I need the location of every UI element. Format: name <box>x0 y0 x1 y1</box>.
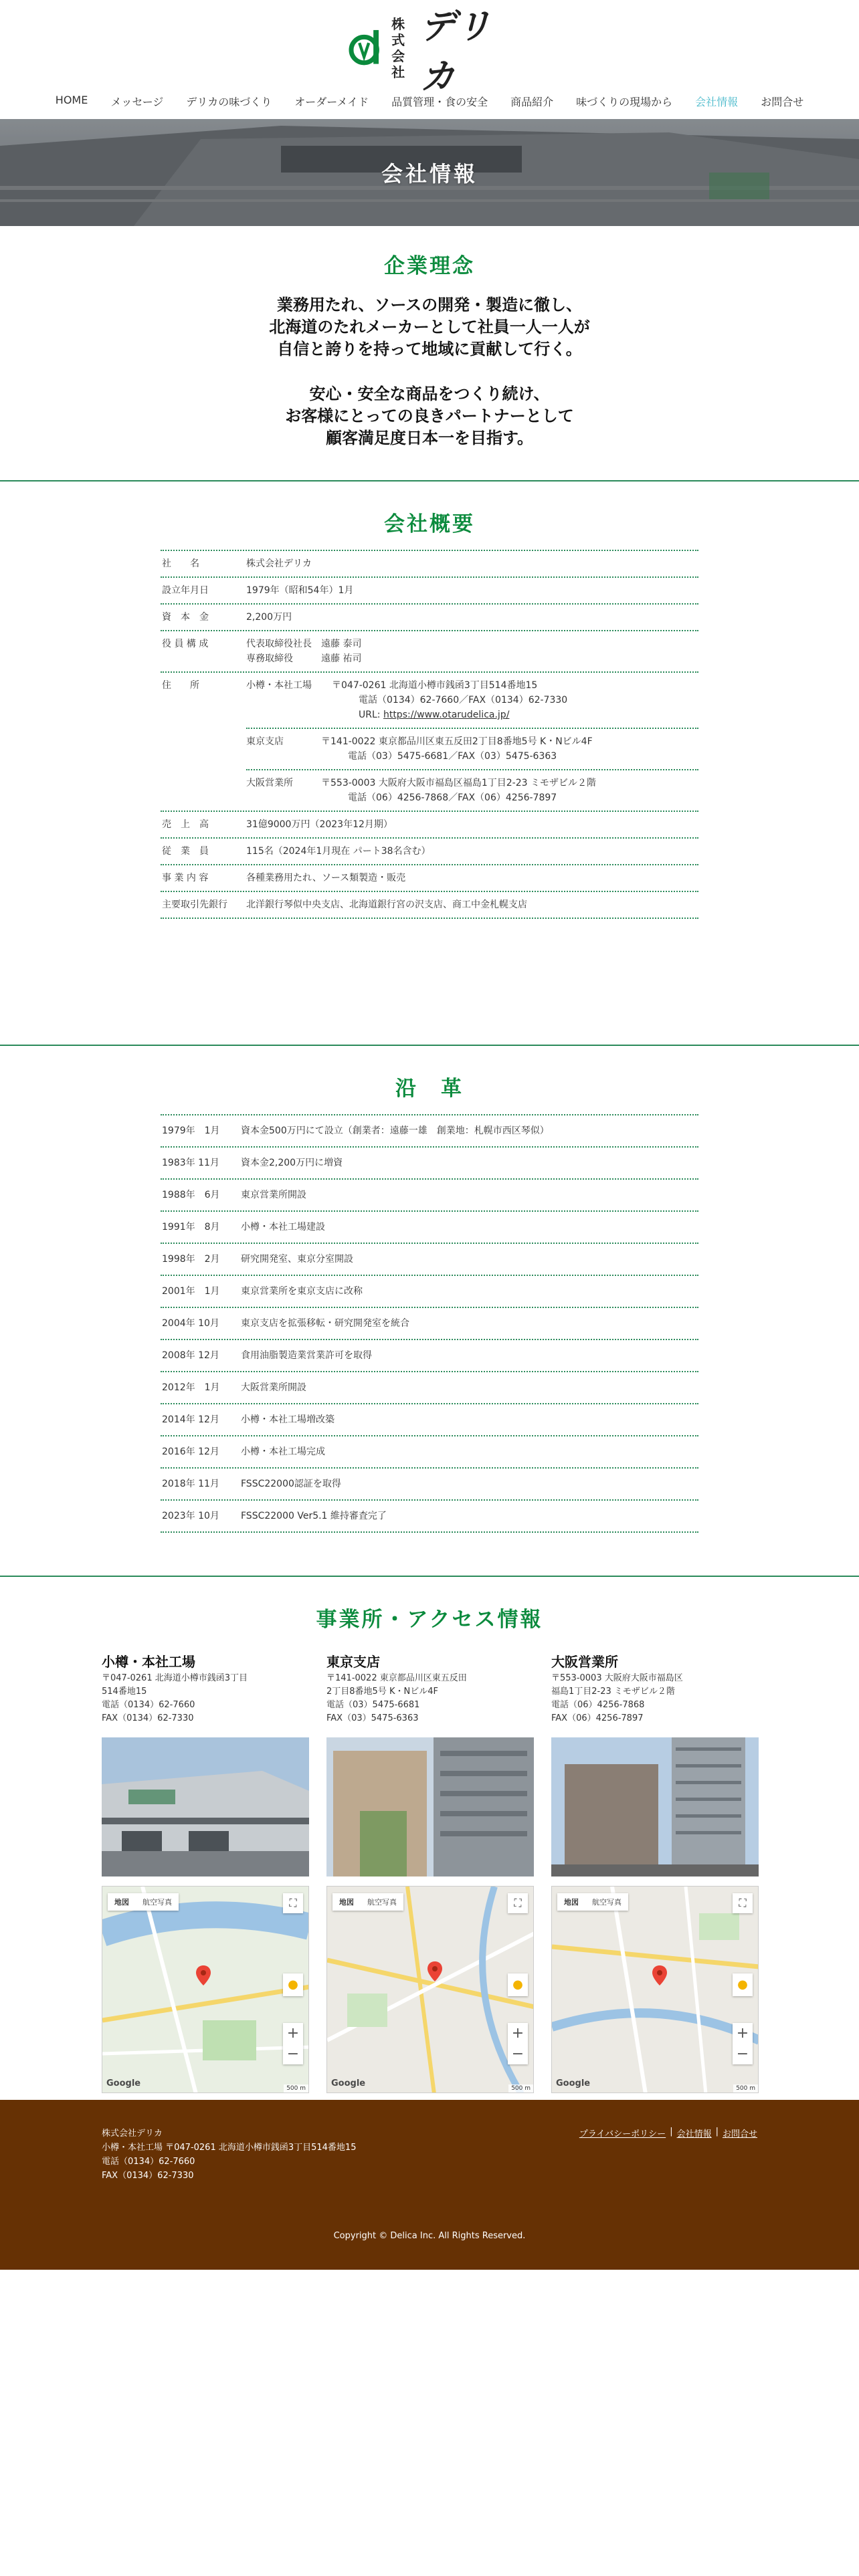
history-row <box>161 1180 698 1212</box>
history-row <box>161 1340 698 1372</box>
office-card <box>326 1653 534 2092</box>
overview-title: 会社概要 <box>384 512 475 536</box>
history-event: FSSC22000 Ver5.1 維持審査完了 <box>241 1511 387 1521</box>
map-scale: 500 m <box>508 2084 533 2092</box>
address-site-lines <box>321 734 593 764</box>
history-row <box>161 1404 698 1436</box>
overview-row <box>161 551 698 578</box>
overview-key: 主要取引先銀行 <box>162 899 227 910</box>
address-site-name: 東京支店 <box>246 736 284 747</box>
overview-key: 役 員 構 成 <box>162 639 209 649</box>
map-tab-map[interactable]: 地図 <box>564 1898 579 1907</box>
history-date: 1983年 11月 <box>162 1158 219 1168</box>
footer-address: 小樽・本社工場 〒047-0261 北海道小樽市銭函3丁目514番地15 <box>102 2143 357 2153</box>
footer-link[interactable]: プライバシーポリシー <box>579 2129 666 2139</box>
office-photo-image <box>326 1737 534 1876</box>
overview-value <box>246 678 698 811</box>
philosophy-line: 北海道のたれメーカーとして社員一人一人が <box>269 318 590 336</box>
office-address-line: 〒047-0261 北海道小樽市銭函3丁目 <box>102 1673 248 1683</box>
philosophy-paragraph-1 <box>0 294 859 360</box>
zoom-out-icon[interactable]: − <box>736 2046 749 2062</box>
hero-banner <box>0 119 859 226</box>
history-date: 2008年 12月 <box>162 1350 219 1361</box>
office-name: 大阪営業所 <box>551 1654 618 1670</box>
history-date: 2001年 1月 <box>162 1286 220 1297</box>
overview-key: 社 名 <box>162 558 199 569</box>
fullscreen-icon[interactable]: ⛶ <box>283 1893 303 1913</box>
history-row <box>161 1308 698 1340</box>
philosophy-paragraph-2 <box>0 383 859 449</box>
map-type-tabs <box>108 1893 179 1911</box>
main-nav <box>0 94 859 109</box>
overview-key: 従 業 員 <box>162 846 209 857</box>
overview-value: 31億9000万円（2023年12月期） <box>246 819 393 830</box>
map-tab-satellite[interactable]: 航空写真 <box>367 1898 397 1907</box>
site-footer <box>0 2100 859 2270</box>
section-divider <box>0 480 859 481</box>
address-line: 電話（0134）62-7660／FAX（0134）62-7330 <box>359 695 568 706</box>
office-address-line: 電話（03）5475-6681 <box>326 1700 420 1710</box>
fullscreen-icon[interactable]: ⛶ <box>508 1893 528 1913</box>
section-divider <box>0 1576 859 1577</box>
map-type-tabs <box>332 1893 403 1911</box>
section-divider <box>0 1045 859 1046</box>
office-address-line: 電話（0134）62-7660 <box>102 1700 195 1710</box>
overview-row <box>161 673 698 812</box>
map-scale: 500 m <box>733 2084 758 2092</box>
access-title: 事業所・アクセス情報 <box>316 1608 543 1632</box>
office-name: 東京支店 <box>326 1654 380 1670</box>
office-address-line: FAX（0134）62-7330 <box>102 1713 194 1723</box>
overview-row <box>161 578 698 605</box>
history-date: 2023年 10月 <box>162 1511 219 1521</box>
overview-value: 北洋銀行琴似中央支店、北海道銀行宮の沢支店、商工中金札幌支店 <box>246 899 527 910</box>
copyright: Copyright © Delica Inc. All Rights Reserved. <box>333 2231 526 2241</box>
history-event: 小樽・本社工場完成 <box>241 1446 325 1457</box>
google-logo: Google <box>556 2078 591 2088</box>
address-url-line <box>332 708 567 722</box>
address-line: 〒047-0261 北海道小樽市銭函3丁目514番地15 <box>332 680 538 691</box>
logo-text <box>391 0 514 98</box>
footer-company: 株式会社デリカ <box>102 2129 163 2139</box>
office-address-line: 福島1丁目2-23 ミモザビル２階 <box>551 1687 675 1697</box>
zoom-control <box>508 2023 528 2064</box>
history-event: 資本金500万円にて設立（創業者：遠藤一雄 創業地：札幌市西区琴似） <box>241 1125 549 1136</box>
map-image <box>552 1887 759 2093</box>
map-tab-map[interactable]: 地図 <box>114 1898 129 1907</box>
pegman-icon[interactable]: ● <box>508 1973 528 1996</box>
history-row <box>161 1276 698 1308</box>
history-row <box>161 1436 698 1469</box>
nav-item[interactable]: メッセージ <box>110 96 164 108</box>
history-event: 小樽・本社工場増改築 <box>241 1414 335 1425</box>
hero-title: 会社情報 <box>381 161 478 187</box>
zoom-control <box>283 2023 303 2064</box>
history-date: 2018年 11月 <box>162 1479 219 1489</box>
map-image <box>102 1887 309 2093</box>
history-date: 1988年 6月 <box>162 1190 220 1200</box>
history-date: 2004年 10月 <box>162 1318 219 1329</box>
nav-item[interactable]: オーダーメイド <box>294 96 369 108</box>
map-pin-icon[interactable] <box>427 1961 442 1981</box>
office-address <box>326 1672 534 1725</box>
address-site-name: 大阪営業所 <box>246 778 293 788</box>
overview-row <box>161 812 698 839</box>
address-line: 電話（06）4256-7868／FAX（06）4256-7897 <box>348 792 557 803</box>
history-row <box>161 1212 698 1244</box>
address-line: 電話（03）5475-6681／FAX（03）5475-6363 <box>348 751 557 762</box>
nav-item[interactable]: 会社情報 <box>695 96 739 108</box>
office-address-line: 〒141-0022 東京都品川区東五反田 <box>326 1673 467 1683</box>
philosophy-line: 自信と誇りを持って地域に貢献して行く。 <box>277 340 582 358</box>
philosophy-line: 顧客満足度日本一を目指す。 <box>325 429 534 447</box>
office-map[interactable] <box>551 1886 759 2093</box>
history-row <box>161 1469 698 1501</box>
history-row <box>161 1372 698 1404</box>
overview-value: 各種業務用たれ、ソース類製造・販売 <box>246 873 406 883</box>
overview-table <box>161 550 698 919</box>
history-event: 資本金2,200万円に増資 <box>241 1158 343 1168</box>
history-date: 1979年 1月 <box>162 1125 220 1136</box>
executive-line: 代表取締役社長 遠藤 泰司 <box>246 639 362 649</box>
office-photo-image <box>102 1737 309 1876</box>
history-event: FSSC22000認証を取得 <box>241 1479 341 1489</box>
overview-value: 2,200万円 <box>246 612 292 623</box>
footer-links <box>579 2127 757 2139</box>
history-event: 小樽・本社工場建設 <box>241 1222 325 1232</box>
history-date: 2014年 12月 <box>162 1414 219 1425</box>
office-address-line: FAX（03）5475-6363 <box>326 1713 419 1723</box>
company-url-link[interactable]: https://www.otarudelica.jp/ <box>383 710 510 720</box>
logo-name: デリカ <box>419 7 492 97</box>
overview-key: 売 上 高 <box>162 819 209 830</box>
office-address-line: 514番地15 <box>102 1687 147 1697</box>
map-pin-icon[interactable] <box>196 1965 211 1985</box>
address-site-name: 小樽・本社工場 <box>246 680 312 691</box>
map-tab-satellite[interactable]: 航空写真 <box>142 1898 172 1907</box>
philosophy-line: お客様にとっての良きパートナーとして <box>285 407 574 425</box>
office-address <box>551 1672 759 1725</box>
zoom-in-icon[interactable]: + <box>511 2025 524 2042</box>
nav-item[interactable]: お問合せ <box>761 96 804 108</box>
history-table <box>161 1114 698 1533</box>
address-site-lines <box>321 776 596 805</box>
zoom-in-icon[interactable]: + <box>286 2025 300 2042</box>
history-date: 2016年 12月 <box>162 1446 219 1457</box>
map-tab-map[interactable]: 地図 <box>339 1898 354 1907</box>
overview-row <box>161 631 698 673</box>
office-map[interactable] <box>102 1886 309 2093</box>
overview-value: 株式会社デリカ <box>246 558 312 569</box>
office-photo-image <box>551 1737 759 1876</box>
address-site-lines <box>332 678 567 722</box>
history-date: 1991年 8月 <box>162 1222 220 1232</box>
history-event: 東京営業所を東京支店に改称 <box>241 1286 363 1297</box>
office-card <box>551 1653 759 2092</box>
history-event: 研究開発室、東京分室開設 <box>241 1254 353 1265</box>
map-tab-satellite[interactable]: 航空写真 <box>592 1898 622 1907</box>
nav-item[interactable]: 味づくりの現場から <box>576 96 673 108</box>
overview-key: 事 業 内 容 <box>162 873 209 883</box>
history-event: 東京営業所開設 <box>241 1190 306 1200</box>
office-address-line: FAX（06）4256-7897 <box>551 1713 644 1723</box>
address-line: 〒141-0022 東京都品川区東五反田2丁目8番地5号 K・Nビル4F <box>321 736 593 747</box>
fullscreen-icon[interactable]: ⛶ <box>733 1893 753 1913</box>
history-event: 食用油脂製造業営業許可を取得 <box>241 1350 372 1361</box>
philosophy-line: 安心・安全な商品をつくり続け、 <box>309 385 550 403</box>
history-event: 東京支店を拡張移転・研究開発室を統合 <box>241 1318 409 1329</box>
office-photo <box>102 1737 309 1876</box>
address-site <box>246 770 698 811</box>
nav-item[interactable]: 品質管理・食の安全 <box>391 96 488 108</box>
office-address-line: 電話（06）4256-7868 <box>551 1700 645 1710</box>
map-image <box>327 1887 534 2093</box>
zoom-control <box>733 2023 753 2064</box>
map-pin-icon[interactable] <box>652 1965 667 1985</box>
overview-key: 資 本 金 <box>162 612 209 623</box>
zoom-out-icon[interactable]: − <box>286 2046 300 2062</box>
overview-row <box>161 892 698 919</box>
overview-key: 住 所 <box>162 680 199 691</box>
google-logo: Google <box>331 2078 366 2088</box>
map-scale: 500 m <box>284 2084 308 2092</box>
history-date: 2012年 1月 <box>162 1382 220 1393</box>
pegman-icon[interactable]: ● <box>733 1973 753 1996</box>
footer-tel: 電話（0134）62-7660 <box>102 2157 195 2167</box>
office-photo <box>326 1737 534 1876</box>
logo-company <box>391 16 415 80</box>
footer-link[interactable]: 会社情報 <box>676 2129 712 2139</box>
history-date: 1998年 2月 <box>162 1254 220 1265</box>
history-title: 沿 革 <box>395 1077 464 1101</box>
nav-item[interactable]: デリカの味づくり <box>186 96 272 108</box>
address-site <box>246 678 698 729</box>
site-header <box>0 0 859 119</box>
history-row <box>161 1501 698 1533</box>
office-address <box>102 1672 309 1725</box>
overview-value: 115名（2024年1月現在 パート38名含む） <box>246 846 431 857</box>
executive-line: 専務取締役 遠藤 祐司 <box>246 653 362 664</box>
overview-value: 1979年（昭和54年）1月 <box>246 585 354 596</box>
overview-row <box>161 605 698 631</box>
office-address-line: 〒553-0003 大阪府大阪市福島区 <box>551 1673 683 1683</box>
zoom-out-icon[interactable]: − <box>511 2046 524 2062</box>
history-row <box>161 1244 698 1276</box>
site-logo[interactable] <box>347 7 514 97</box>
zoom-in-icon[interactable]: + <box>736 2025 749 2042</box>
philosophy-text <box>0 294 859 449</box>
logo-company-line2: 会社 <box>391 48 405 80</box>
overview-row <box>161 865 698 892</box>
overview-key: 設立年月日 <box>162 585 209 596</box>
footer-company-info <box>102 2127 356 2183</box>
footer-link[interactable]: お問合せ <box>722 2129 757 2139</box>
office-address-line: 2丁目8番地5号 K・Nビル4F <box>326 1687 438 1697</box>
logo-company-line1: 株式 <box>391 16 405 48</box>
nav-item[interactable]: 商品紹介 <box>510 96 554 108</box>
address-site <box>246 729 698 770</box>
logo-mark-icon <box>347 25 387 72</box>
history-row <box>161 1115 698 1148</box>
office-card <box>102 1653 309 2092</box>
philosophy-line: 業務用たれ、ソースの開発・製造に徹し、 <box>276 296 583 314</box>
history-event: 大阪営業所開設 <box>241 1382 306 1393</box>
nav-item[interactable]: HOME <box>55 94 88 106</box>
office-map[interactable] <box>326 1886 534 2093</box>
pegman-icon[interactable]: ● <box>283 1973 303 1996</box>
google-logo: Google <box>106 2078 141 2088</box>
history-row <box>161 1148 698 1180</box>
footer-separator: | <box>715 2127 719 2137</box>
overview-value <box>246 637 698 666</box>
office-name: 小樽・本社工場 <box>102 1654 195 1670</box>
footer-separator: | <box>670 2127 673 2137</box>
office-photo <box>551 1737 759 1876</box>
philosophy-title: 企業理念 <box>384 254 475 278</box>
overview-row <box>161 839 698 865</box>
map-type-tabs <box>557 1893 628 1911</box>
address-line: 〒553-0003 大阪府大阪市福島区福島1丁目2-23 ミモザビル２階 <box>321 778 596 788</box>
url-label: URL: <box>359 710 383 720</box>
footer-fax: FAX（0134）62-7330 <box>102 2171 194 2181</box>
